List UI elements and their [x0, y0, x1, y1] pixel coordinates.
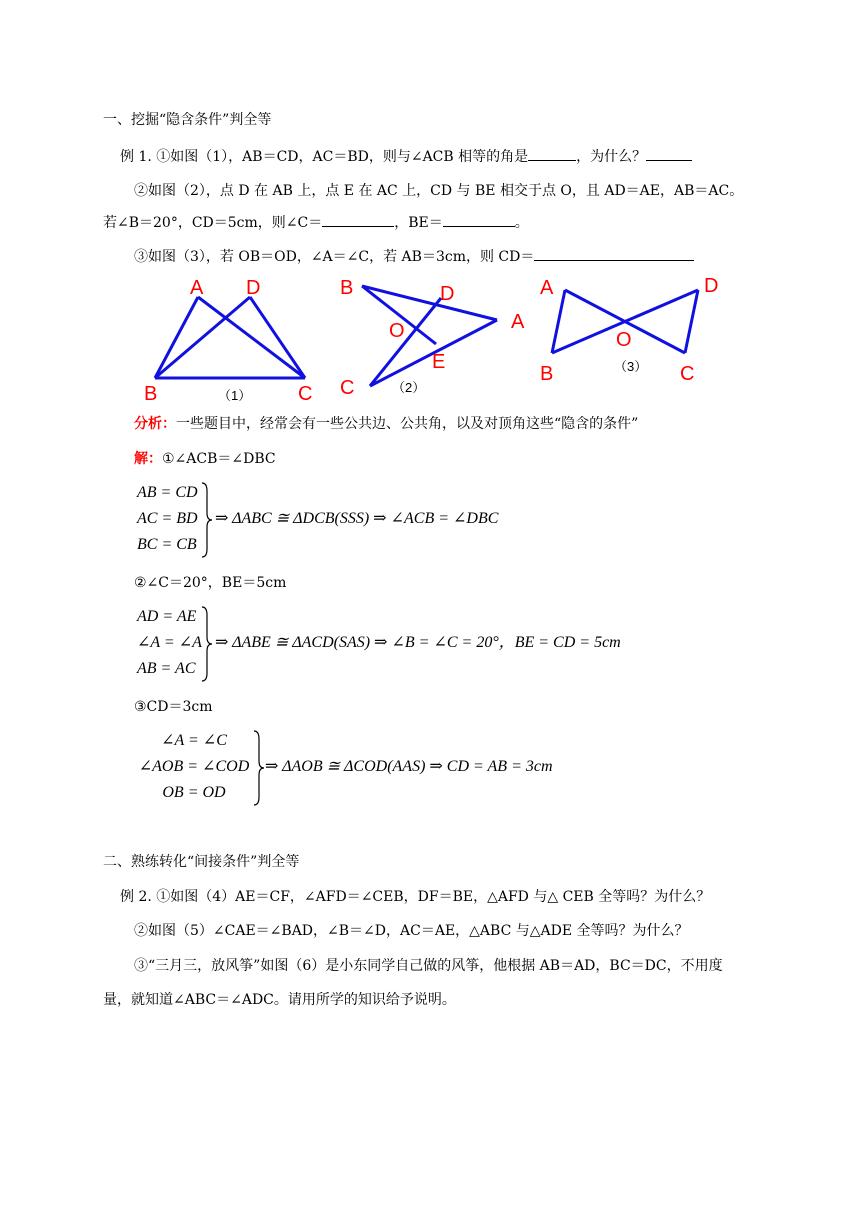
fig3-caption: （3）	[614, 359, 648, 374]
answer-blank	[528, 146, 576, 161]
solution-2: ②∠C＝20°，BE＝5cm	[134, 575, 287, 591]
example2-question2: ②如图（5）∠CAE＝∠BAD，∠B＝∠D，AC＝AE，△ABC 与△ADE 全等吗？为什么？	[134, 923, 689, 939]
example1-question1: 例 1. ①如图（1），AB＝CD，AC＝BD，则与∠ACB 相等的角是 ，为什么？	[120, 146, 692, 167]
proof-condition: OB = OD	[162, 784, 226, 801]
fig2-label-A: A	[511, 311, 525, 333]
fig3-label-B: B	[540, 363, 554, 385]
fig2-label-E: E	[432, 351, 446, 373]
fig2-label-B: B	[340, 277, 354, 299]
figure-2	[362, 286, 497, 386]
fig3-label-C: C	[680, 363, 695, 385]
fig2-caption: （2）	[392, 380, 426, 395]
proof-condition: AB = AC	[137, 660, 196, 677]
proof3-result: ⇒ ΔAOB ≅ ΔCOD(AAS) ⇒ CD = AB = 3cm	[265, 758, 553, 775]
proof-condition: AD = AE	[137, 608, 197, 625]
fig1-label-A: A	[190, 277, 204, 299]
example1-question2-line2: 若∠B＝20°，CD＝5cm，则∠C＝ ，BE＝ 。	[103, 212, 529, 233]
fig1-label-C: C	[298, 383, 313, 405]
solution-3: ③CD＝3cm	[134, 699, 213, 715]
right-brace	[200, 481, 214, 559]
proof2-result: ⇒ ΔABE ≅ ΔACD(SAS) ⇒ ∠B = ∠C = 20°，BE = CD = 5cm	[215, 634, 621, 651]
example2-question3-line2: 量，就知道∠ABC＝∠ADC。请用所学的知识给予说明。	[103, 992, 456, 1008]
example1-question3: ③如图（3），若 OB＝OD，∠A＝∠C，若 AB＝3cm，则 CD＝	[134, 246, 694, 267]
fig3-label-A: A	[540, 277, 554, 299]
right-brace	[252, 729, 266, 807]
fig2-label-O: O	[389, 320, 405, 342]
proof-condition: BC = CB	[137, 536, 197, 553]
proof-condition: AB = CD	[137, 484, 198, 501]
proof-condition: ∠A = ∠A	[137, 634, 202, 651]
proof2-conditions	[137, 604, 202, 682]
fig1-label-B: B	[144, 383, 158, 405]
answer-blank	[646, 146, 692, 161]
right-brace	[200, 605, 214, 683]
proof-condition: AC = BD	[137, 510, 198, 527]
fig1-label-D: D	[246, 277, 261, 299]
answer-blank	[534, 246, 694, 261]
proof1-result: ⇒ ΔABC ≅ ΔDCB(SSS) ⇒ ∠ACB = ∠DBC	[215, 510, 499, 527]
solution-1: 解：①∠ACB＝∠DBC	[134, 451, 276, 467]
proof3-conditions	[134, 728, 254, 806]
proof-condition: ∠AOB = ∠COD	[138, 758, 250, 775]
figure-1	[155, 297, 305, 378]
fig3-label-O: O	[616, 329, 632, 351]
answer-blank	[443, 212, 515, 227]
fig1-caption: （1）	[218, 388, 252, 403]
analysis: 分析：一些题目中，经常会有一些公共边、公共角，以及对顶角这些“隐含的条件”	[134, 416, 639, 432]
example2-question1: 例 2. ①如图（4）AE＝CF，∠AFD＝∠CEB，DF＝BE，△AFD 与△ CEB 全等吗？为什么？	[120, 889, 711, 905]
geometry-figures	[130, 270, 730, 410]
answer-blank	[322, 212, 394, 227]
section2-heading: 二、熟练转化“间接条件”判全等	[103, 854, 300, 870]
example1-question2-line1: ②如图（2），点 D 在 AB 上，点 E 在 AC 上，CD 与 BE 相交于点 O，且 AD＝AE，AB＝AC。	[134, 183, 744, 199]
section1-heading: 一、挖掘“隐含条件”判全等	[103, 112, 272, 128]
proof-condition: ∠A = ∠C	[161, 732, 227, 749]
fig2-label-C: C	[340, 377, 355, 399]
proof1-conditions	[137, 480, 198, 558]
fig2-label-D: D	[440, 283, 455, 305]
fig3-label-D: D	[704, 275, 719, 297]
example2-question3-line1: ③“三月三，放风筝”如图（6）是小东同学自己做的风筝，他根据 AB＝AD，BC＝DC，不用度	[134, 958, 723, 974]
